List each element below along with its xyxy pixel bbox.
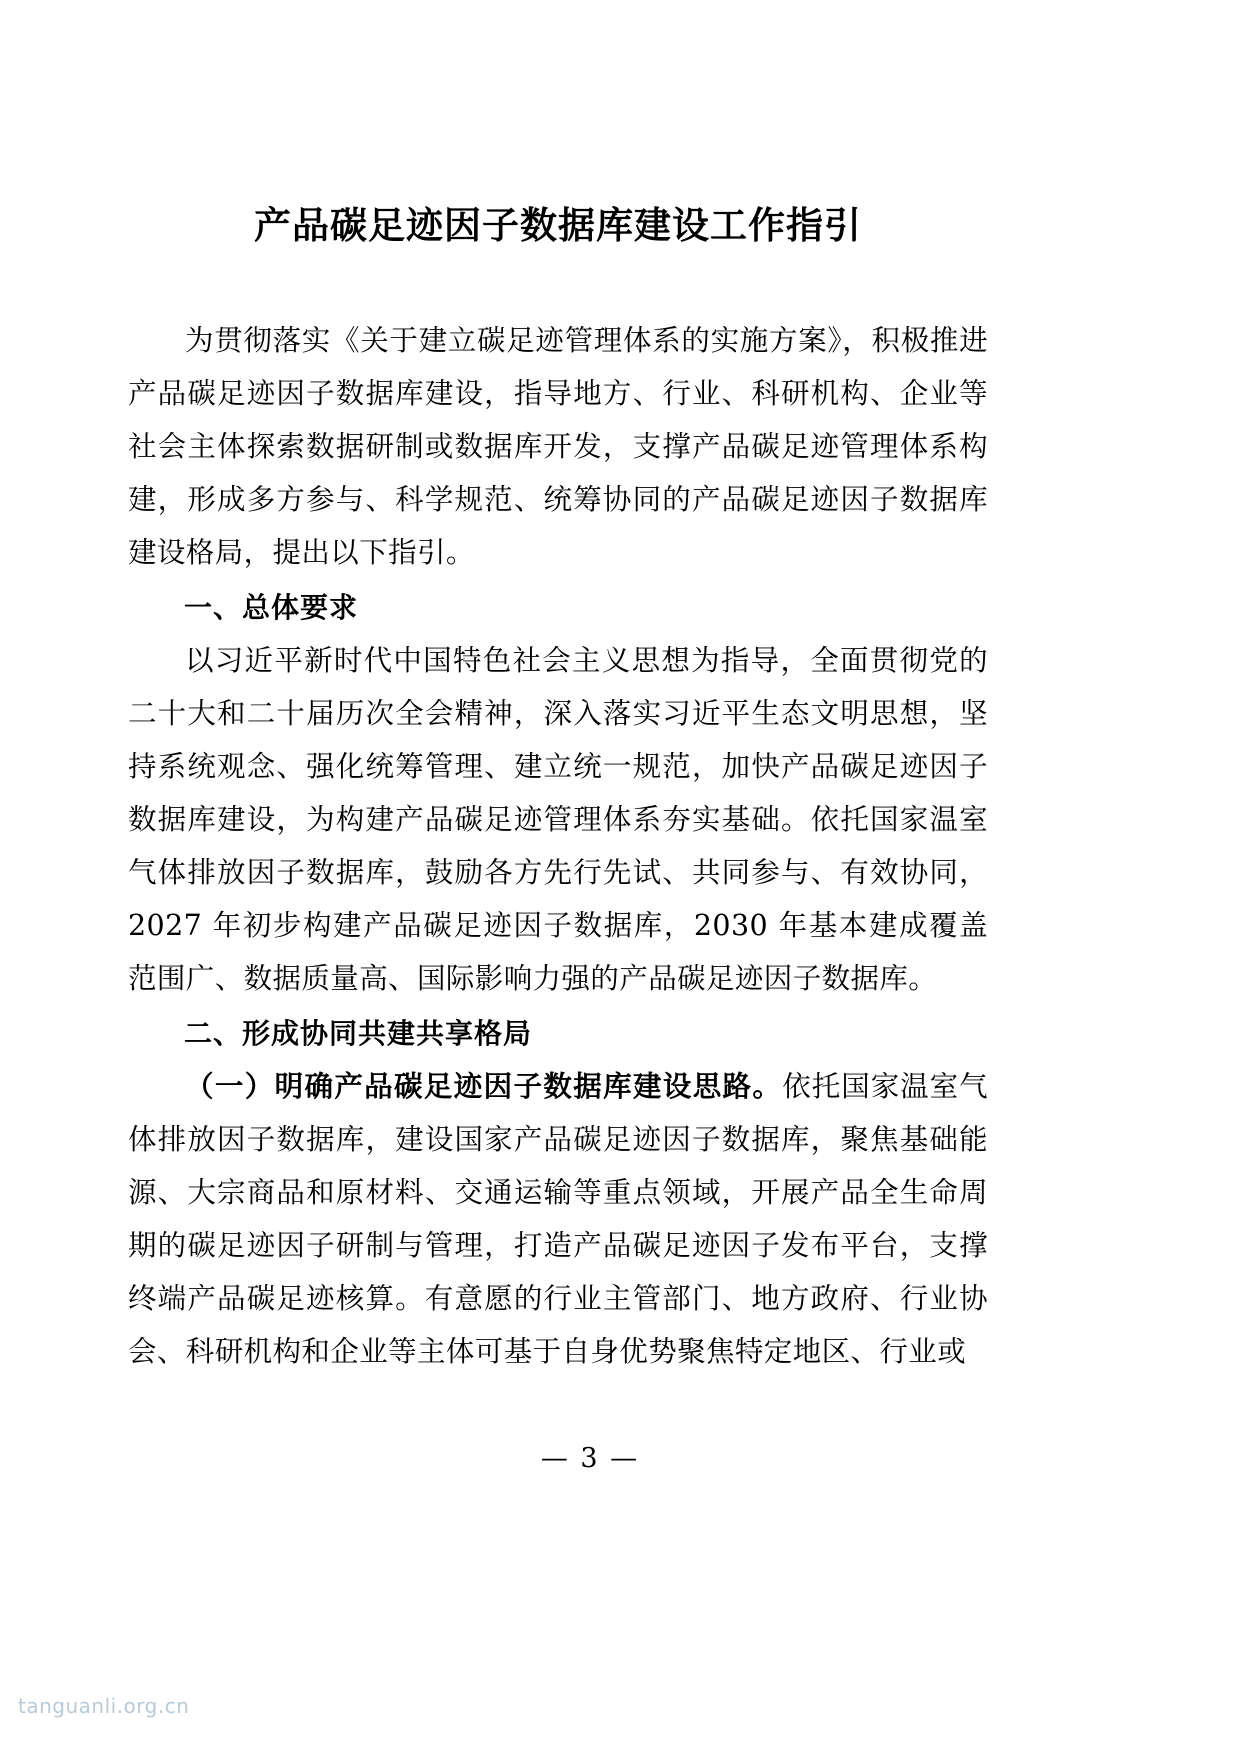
page-number: — 3 — [540,1443,640,1474]
subsection-lead-label: （一）明确产品碳足迹因子数据库建设思路。 [185,1069,783,1103]
paragraph-intro: 为贯彻落实《关于建立碳足迹管理体系的实施方案》，积极推进产品碳足迹因子数据库建设，指导地方、行业、科研机构、企业等社会主体探索数据研制或数据库开发，支撑产品碳足迹管理体系构建，形成多方参与、科学规范、统筹协同的产品碳足迹因子数据库建设格局，提出以下指引。 [128,323,988,569]
document-body [128,200,988,1380]
section-heading-2: 二、形成协同共建共享格局 [184,1016,533,1050]
paragraph-subsection-1 [128,1060,988,1378]
section-heading-1: 一、总体要求 [184,590,359,624]
paragraph-overall-requirements: 以习近平新时代中国特色社会主义思想为指导，全面贯彻党的二十大和二十届历次全会精神，深入落实习近平生态文明思想，坚持系统观念、强化统筹管理、建立统一规范，加快产品碳足迹因子数据库建设，为构建产品碳足迹管理体系夯实基础。依托国家温室气体排放因子数据库，鼓励各方先行先试、共同参与、有效协同，2027 年初步构建产品碳足迹因子数据库，2030 年基本建成覆盖范围广、数据质量高、国际影响力强的产品碳足迹因子数据库。 [128,643,988,995]
page-title: 产品碳足迹因子数据库建设工作指引 [254,203,862,247]
watermark: tanguanli.org.cn [18,1694,190,1718]
subsection-body-text: 依托国家温室气体排放因子数据库，建设国家产品碳足迹因子数据库，聚焦基础能源、大宗商品和原材料、交通运输等重点领域，开展产品全生命周期的碳足迹因子研制与管理，打造产品碳足迹因子发布平台，支撑终端产品碳足迹核算。有意愿的行业主管部门、地方政府、行业协会、科研机构和企业等主体可基于自身优势聚焦特定地区、行业或 [128,1069,988,1368]
